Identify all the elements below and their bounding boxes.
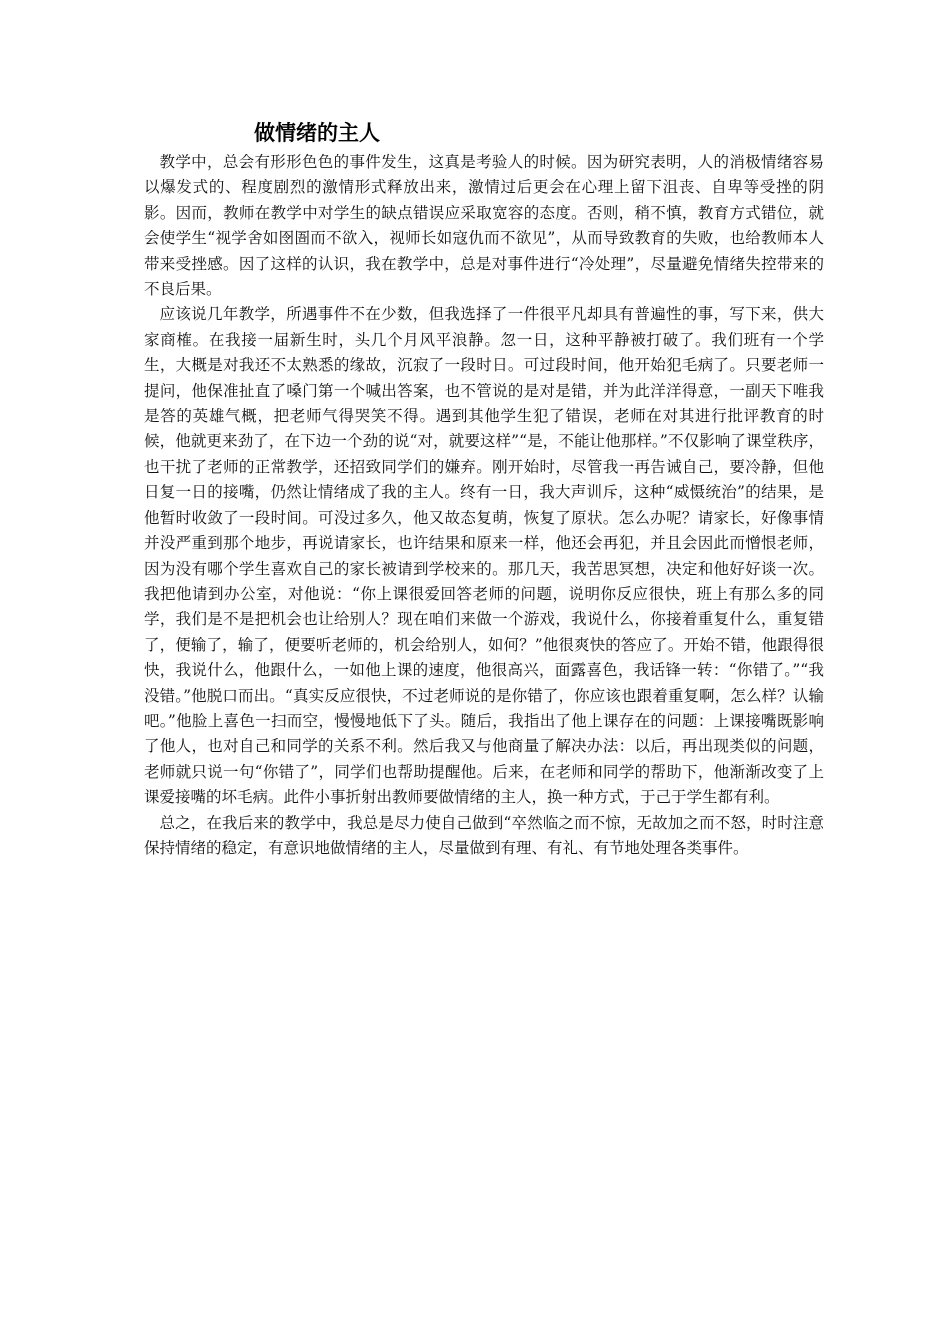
paragraph-intro: 教学中，总会有形形色色的事件发生，这真是考验人的时候。因为研究表明，人的消极情绪容易以爆发式的、程度剧烈的激情形式释放出来，激情过后更会在心理上留下沮丧、自卑等受挫的阴影。因而，教师在教学中对学生的缺点错误应采取宽容的态度。否则，稍不慎，教育方式错位，就会使学生“视学舍如囹圄而不欲入，视师长如寇仇而不欲见”，从而导致教育的失败，也给教师本人带来受挫感。因了这样的认识，我在教学中，总是对事件进行“冷处理”，尽量避免情绪失控带来的不良后果。 [144,153,824,299]
document-body [144,150,824,861]
paragraph-conclusion: 总之，在我后来的教学中，我总是尽力使自己做到“卒然临之而不惊，无故加之而不怒，时时注意保持情绪的稳定，有意识地做情绪的主人，尽量做到有理、有礼、有节地处理各类事件。 [144,813,824,857]
paragraph-story: 应该说几年教学，所遇事件不在少数，但我选择了一件很平凡却具有普遍性的事，写下来，供大家商榷。在我接一届新生时，头几个月风平浪静。忽一日，这种平静被打破了。我们班有一个学生，大概是对我还不太熟悉的缘故，沉寂了一段时日。可过段时间，他开始犯毛病了。只要老师一提问，他保准扯直了嗓门第一个喊出答案，也不管说的是对是错，并为此洋洋得意，一副天下唯我是答的英雄气概，把老师气得哭笑不得。遇到其他学生犯了错误，老师在对其进行批评教育的时候，他就更来劲了，在下边一个劲的说“对，就要这样”“是，不能让他那样。”不仅影响了课堂秩序，也干扰了老师的正常教学，还招致同学们的嫌弃。刚开始时，尽管我一再告诫自己，要冷静，但他日复一日的接嘴，仍然让情绪成了我的主人。终有一日，我大声训斥，这种“威慑统治”的结果，是他暂时收敛了一段时间。可没过多久，他又故态复萌，恢复了原状。怎么办呢？请家长，好像事情并没严重到那个地步，再说请家长，也许结果和原来一样，他还会再犯，并且会因此而憎恨老师，因为没有哪个学生喜欢自己的家长被请到学校来的。那几天，我苦思冥想，决定和他好好谈一次。我把他请到办公室，对他说：“你上课很爱回答老师的问题，说明你反应很快，班上有那么多的同学，我们是不是把机会也让给别人？现在咱们来做一个游戏，我说什么，你接着重复什么，重复错了，便输了，输了，便要听老师的，机会给别人，如何？”他很爽快的答应了。开始不错，他跟得很快，我说什么，他跟什么，一如他上课的速度，他很高兴，面露喜色，我话锋一转：“你错了。”“我没错。”他脱口而出。“真实反应很快，不过老师说的是你错了，你应该也跟着重复啊，怎么样？认输吧。”他脸上喜色一扫而空，慢慢地低下了头。随后，我指出了他上课存在的问题：上课接嘴既影响了他人，也对自己和同学的关系不利。然后我又与他商量了解决办法：以后，再出现类似的问题，老师就只说一句“你错了”，同学们也帮助提醒他。后来，在老师和同学的帮助下，他渐渐改变了上课爱接嘴的坏毛病。此件小事折射出教师要做情绪的主人，换一种方式，于己于学生都有利。 [144,305,824,807]
document-title: 做情绪的主人 [254,121,380,145]
